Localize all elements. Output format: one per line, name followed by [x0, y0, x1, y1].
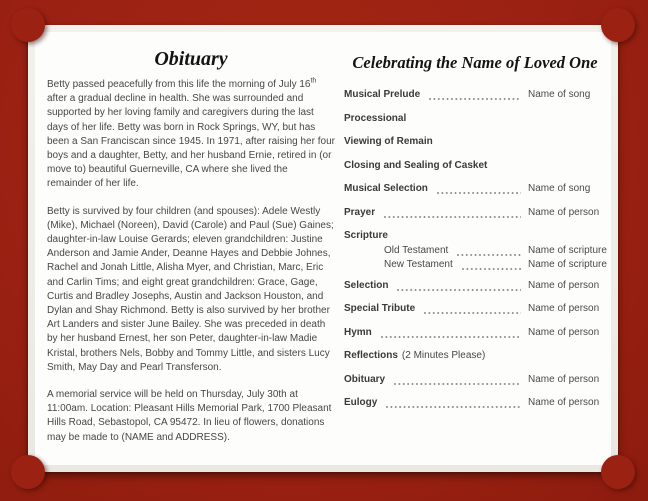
program-item-label: Hymn [344, 326, 372, 338]
program-item-label: Reflections [344, 350, 398, 361]
order-of-service-panel [344, 32, 606, 421]
program-item-old-testament [344, 245, 606, 259]
program-item-value: Name of song [528, 89, 591, 100]
program-item-scripture [344, 230, 606, 244]
program-item-label: Musical Prelude [344, 89, 421, 100]
program-item-label: Processional [344, 112, 407, 124]
program-item-closing-and-sealing-of-casket [344, 160, 606, 174]
program-item-value: Name of person [528, 373, 600, 385]
obituary-text [47, 78, 335, 445]
program-item-new-testament [344, 259, 606, 273]
program-item-musical-selection [344, 183, 606, 197]
program-item-value: Name of scripture [528, 258, 607, 270]
order-of-service-title: Celebrating the Name of Loved One [352, 53, 598, 72]
program-item-label: Selection [344, 279, 389, 291]
program-item-musical-prelude [344, 89, 606, 103]
program-item-value: Name of scripture [528, 244, 607, 256]
dotted-leader [384, 216, 521, 218]
obituary-paragraph: Betty is survived by four children (and spouses): Adele Westly (Mike), Michael (Noreen), David (Carole) and Paul (Sue) Gaines; daughter-in-law Louise Gerards; eleven grandchildren: Justine Anderson and Jamie Ander, Deanne Hayes and Debbie Johnes, Rachel and Jonah Little, Alisha Myer, and Christian, Marc, Eric and Carlin Tims; and eight great grandchildren: Grace, Gage, Curtis and Bradley Josephs, Austin and Jackson Houston, and Dylan and Shay Richmond. Betty is also survived by her brother Art Landers and sister June Bailey. She was preceded in death by her husband Ernest, her son Peter, daughter-in-law Madie Kristal, brothers Nels, Bobby and Tommy Little, and sisters Lucy Smith, May Day and Pearl Transferson. [47, 205, 334, 373]
order-of-service-list [344, 89, 606, 411]
program-item-value: Name of person [528, 326, 600, 338]
dotted-leader [437, 192, 521, 194]
corner-notch-bottom-left [11, 455, 45, 489]
program-item-label: Old Testament [384, 244, 449, 256]
obituary-paragraph: Betty passed peacefully from this life the morning of July 16th after a gradual decline in health. She was surrounded and supported by her loving family and caregivers during the last days of her life. Betty was born in Rock Springs, WY, but has been a San Franciscan since 1945. In 1971, after raising her four boys and a daughter, Betty, and her husband Ernie, retired in (or move to) beautiful Guerneville, CA where she lived the remainder of her life. [47, 77, 335, 190]
page-inner [35, 32, 611, 465]
program-item-value: Name of person [528, 397, 600, 408]
obituary-title: Obituary [154, 48, 228, 70]
dotted-leader [457, 254, 521, 256]
program-item-viewing-of-remain [344, 136, 606, 150]
program-item-reflections [344, 350, 606, 364]
program-item-selection [344, 280, 606, 294]
program-page [28, 25, 618, 472]
program-item-hymn [344, 327, 606, 341]
program-item-label: Closing and Sealing of Casket [344, 159, 488, 171]
program-item-eulogy [344, 397, 606, 411]
program-item-label: New Testament [384, 258, 453, 270]
program-item-label: Prayer [344, 206, 376, 218]
program-item-label: Viewing of Remain [344, 136, 433, 147]
corner-notch-bottom-right [601, 455, 635, 489]
dotted-leader [462, 268, 521, 270]
program-item-label: Musical Selection [344, 183, 428, 194]
dotted-leader [429, 98, 521, 100]
program-item-note: (2 Minutes Please) [401, 350, 486, 361]
dotted-leader [397, 289, 521, 291]
program-item-value: Name of song [528, 183, 591, 194]
dotted-leader [381, 336, 521, 338]
program-item-label: Eulogy [344, 397, 378, 408]
corner-notch-top-right [601, 8, 635, 42]
dotted-leader [394, 383, 521, 385]
program-item-prayer [344, 207, 606, 221]
program-item-value: Name of person [528, 206, 600, 218]
program-item-value: Name of person [528, 303, 600, 314]
corner-notch-top-left [11, 8, 45, 42]
program-item-label: Obituary [344, 373, 386, 385]
dotted-leader [386, 406, 521, 408]
program-item-obituary [344, 374, 606, 388]
program-item-value: Name of person [528, 279, 600, 291]
program-item-processional [344, 113, 606, 127]
program-item-label: Special Tribute [344, 303, 416, 314]
program-item-special-tribute [344, 303, 606, 317]
program-item-label: Scripture [344, 230, 388, 241]
obituary-panel [47, 32, 335, 458]
dotted-leader [424, 312, 521, 314]
obituary-paragraph: A memorial service will be held on Thursday, July 30th at 11:00am. Location: Pleasant Hills Memorial Park, 1700 Pleasant Hills Road, Sebastopol, CA 95472. In lieu of flowers, donations may be made to (NAME and ADDRESS). [47, 389, 332, 443]
